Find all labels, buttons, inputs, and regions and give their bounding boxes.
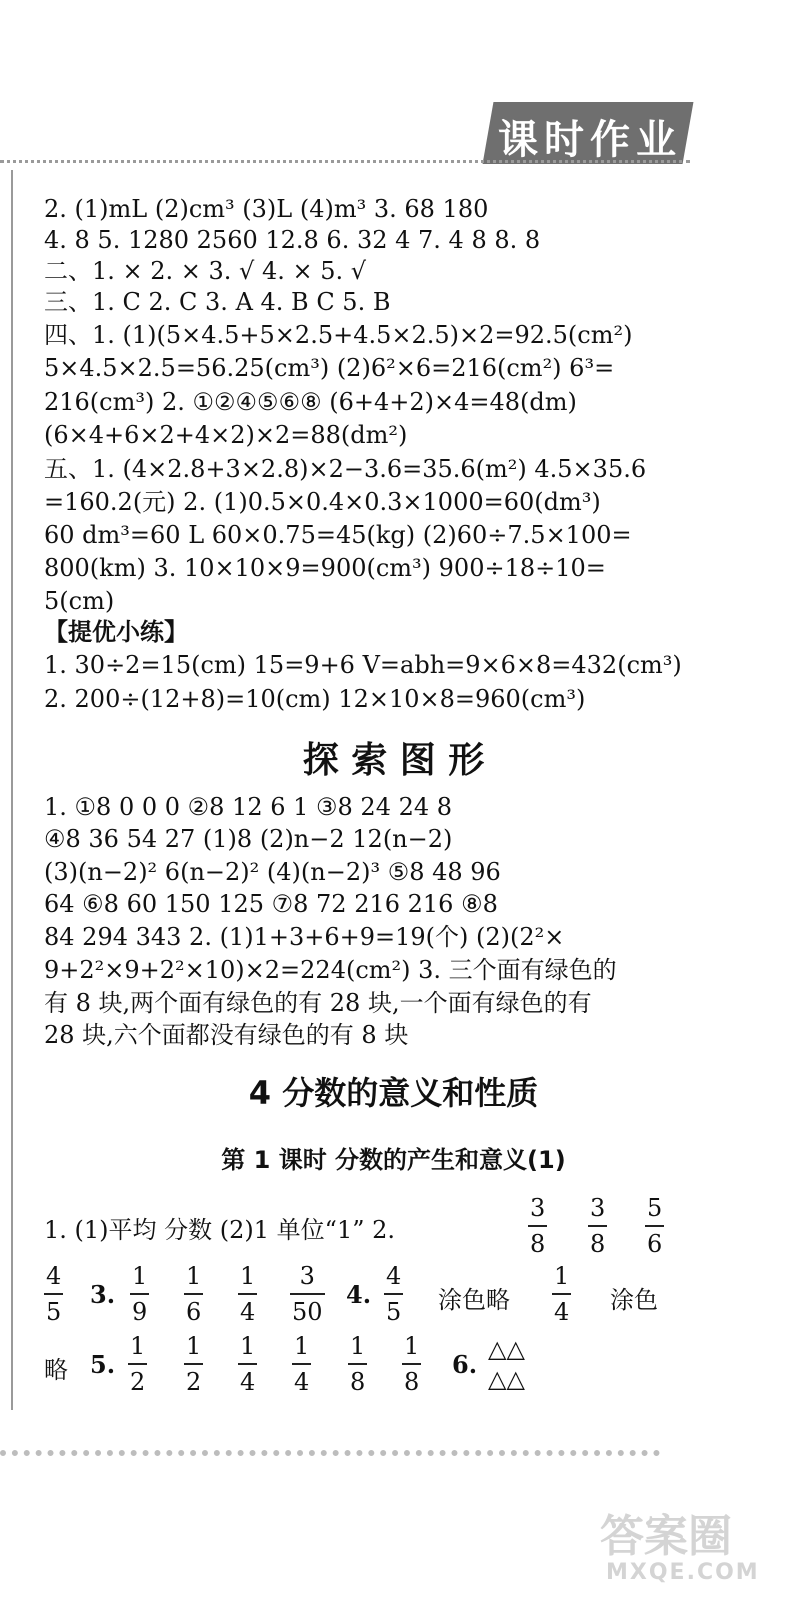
numerator: 1 — [186, 1262, 202, 1290]
lesson-title: 第 1 课时 分数的产生和意义(1) — [221, 1146, 566, 1174]
answer-text: 涂色 — [610, 1286, 658, 1314]
fraction-bar — [44, 1293, 63, 1295]
numerator: 3 — [299, 1262, 315, 1290]
chapter-title: 4 分数的意义和性质 — [248, 1074, 539, 1112]
fraction-bar — [384, 1293, 403, 1295]
fraction — [552, 1262, 571, 1326]
answer-text: 涂色略 — [438, 1286, 510, 1314]
answer-line: 5×4.5×2.5=56.25(cm³) (2)6²×6=216(cm²) 6³= — [44, 354, 615, 382]
fraction — [588, 1194, 607, 1258]
section-title: 探 索 图 形 — [302, 740, 485, 781]
question-number: 3. — [90, 1280, 116, 1309]
fraction — [130, 1262, 149, 1326]
fraction — [645, 1194, 664, 1258]
answer-line: 1. ①8 0 0 0 ②8 12 6 1 ③8 24 24 8 — [44, 793, 453, 821]
footer-dotted-rule — [0, 1450, 660, 1456]
denominator: 4 — [554, 1298, 570, 1326]
answer-line: 2. 200÷(12+8)=10(cm) 12×10×8=960(cm³) — [44, 685, 586, 713]
numerator: 1 — [554, 1262, 570, 1290]
numerator: 1 — [132, 1262, 148, 1290]
numerator: 4 — [386, 1262, 402, 1290]
header-dotted-rule — [0, 160, 690, 163]
answer-line: 四、1. (1)(5×4.5+5×2.5+4.5×2.5)×2=92.5(cm²) — [44, 321, 633, 349]
header-title: 课时作业 — [498, 117, 682, 163]
fraction-bar — [130, 1293, 149, 1295]
watermark-logo: 答案圈 — [600, 1511, 732, 1562]
numerator: 1 — [350, 1332, 366, 1360]
answer-line: 5(cm) — [44, 587, 115, 615]
answer-line: 1. (1)平均 分数 (2)1 单位“1” 2. — [44, 1216, 396, 1244]
fraction — [44, 1262, 63, 1326]
fraction-bar — [238, 1293, 257, 1295]
fraction — [348, 1332, 367, 1396]
numerator: 3 — [530, 1194, 546, 1222]
numerator: 1 — [240, 1332, 256, 1360]
fraction — [292, 1332, 311, 1396]
numerator: 1 — [294, 1332, 310, 1360]
denominator: 8 — [404, 1368, 420, 1396]
denominator: 2 — [130, 1368, 146, 1396]
answer-line: (3)(n−2)² 6(n−2)² (4)(n−2)³ ⑤8 48 96 — [44, 858, 501, 886]
fraction-bar — [184, 1363, 203, 1365]
fraction-bar — [588, 1225, 607, 1227]
denominator: 50 — [292, 1298, 323, 1326]
triangle-row: △△ — [488, 1365, 525, 1393]
answer-line: 二、1. × 2. × 3. √ 4. × 5. √ — [44, 257, 367, 285]
numerator: 5 — [647, 1194, 663, 1222]
answer-line: (6×4+6×2+4×2)×2=88(dm²) — [44, 421, 408, 449]
question-number: 6. — [452, 1350, 478, 1379]
answer-line: 三、1. C 2. C 3. A 4. B C 5. B — [44, 288, 391, 316]
answer-line: 五、1. (4×2.8+3×2.8)×2−3.6=35.6(m²) 4.5×35.6 — [44, 455, 647, 483]
answer-line: 28 块,六个面都没有绿色的有 8 块 — [44, 1021, 409, 1049]
answer-line: 2. (1)mL (2)cm³ (3)L (4)m³ 3. 68 180 — [44, 195, 489, 223]
fraction-bar — [238, 1363, 257, 1365]
section-subheading: 【提优小练】 — [44, 618, 188, 646]
fraction — [184, 1332, 203, 1396]
numerator: 1 — [404, 1332, 420, 1360]
numerator: 1 — [186, 1332, 202, 1360]
fraction-bar — [290, 1293, 325, 1295]
answer-line: =160.2(元) 2. (1)0.5×0.4×0.3×1000=60(dm³) — [44, 488, 601, 516]
fraction — [184, 1262, 203, 1326]
fraction-bar — [128, 1363, 147, 1365]
numerator: 4 — [46, 1262, 62, 1290]
answer-line: 84 294 343 2. (1)1+3+6+9=19(个) (2)(2²× — [44, 923, 565, 951]
answer-line: ④8 36 54 27 (1)8 (2)n−2 12(n−2) — [44, 825, 453, 853]
denominator: 9 — [132, 1298, 148, 1326]
numerator: 1 — [240, 1262, 256, 1290]
fraction-bar — [402, 1363, 421, 1365]
fraction — [128, 1332, 147, 1396]
denominator: 5 — [386, 1298, 402, 1326]
fraction — [384, 1262, 403, 1326]
fraction — [238, 1262, 257, 1326]
answer-line: 有 8 块,两个面有绿色的有 28 块,一个面有绿色的有 — [44, 989, 592, 1017]
answer-line: 64 ⑥8 60 150 125 ⑦8 72 216 216 ⑧8 — [44, 890, 498, 918]
denominator: 5 — [46, 1298, 62, 1326]
denominator: 6 — [647, 1230, 663, 1258]
watermark-url: MXQE.COM — [606, 1560, 760, 1585]
fraction — [290, 1262, 325, 1326]
answer-line: 9+2²×9+2²×10)×2=224(cm²) 3. 三个面有绿色的 — [44, 956, 617, 984]
denominator: 6 — [186, 1298, 202, 1326]
denominator: 4 — [240, 1298, 256, 1326]
answer-line: 216(cm³) 2. ①②④⑤⑥⑧ (6+4+2)×4=48(dm) — [44, 388, 577, 416]
denominator: 8 — [590, 1230, 606, 1258]
numerator: 1 — [130, 1332, 146, 1360]
numerator: 3 — [590, 1194, 606, 1222]
answer-line: 4. 8 5. 1280 2560 12.8 6. 32 4 7. 4 8 8. 8 — [44, 226, 541, 254]
answer-text: 略 — [44, 1356, 68, 1384]
answer-line: 800(km) 3. 10×10×9=900(cm³) 900÷18÷10= — [44, 554, 606, 582]
fraction — [402, 1332, 421, 1396]
denominator: 4 — [294, 1368, 310, 1396]
question-number: 5. — [90, 1350, 116, 1379]
left-margin-rule — [11, 170, 13, 1410]
denominator: 4 — [240, 1368, 256, 1396]
denominator: 8 — [530, 1230, 546, 1258]
answer-line: 60 dm³=60 L 60×0.75=45(kg) (2)60÷7.5×100= — [44, 521, 632, 549]
denominator: 2 — [186, 1368, 202, 1396]
fraction — [238, 1332, 257, 1396]
fraction-bar — [645, 1225, 664, 1227]
fraction — [528, 1194, 547, 1258]
denominator: 8 — [350, 1368, 366, 1396]
question-number: 4. — [346, 1280, 372, 1309]
fraction-bar — [292, 1363, 311, 1365]
fraction-bar — [348, 1363, 367, 1365]
fraction-bar — [552, 1293, 571, 1295]
answer-line: 1. 30÷2=15(cm) 15=9+6 V=abh=9×6×8=432(cm³) — [44, 651, 682, 679]
fraction-bar — [528, 1225, 547, 1227]
fraction-bar — [184, 1293, 203, 1295]
triangle-row: △△ — [488, 1335, 525, 1363]
